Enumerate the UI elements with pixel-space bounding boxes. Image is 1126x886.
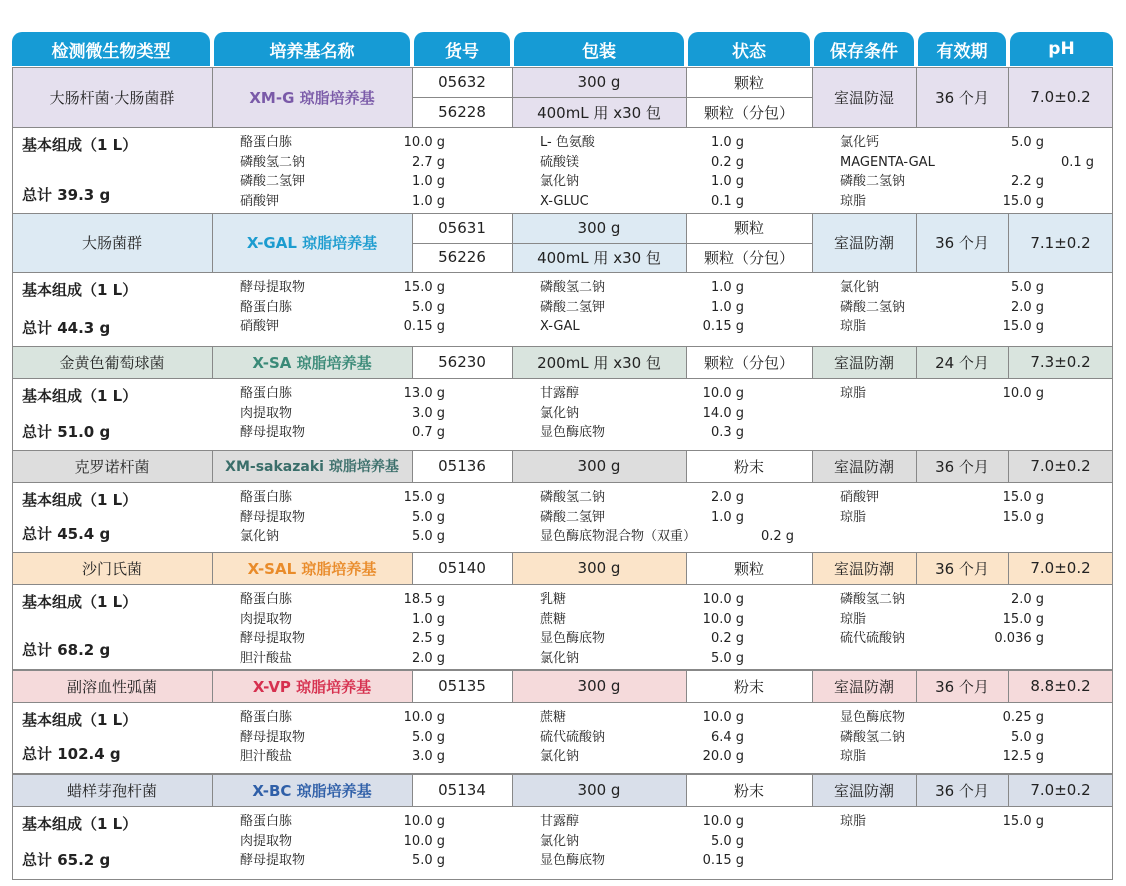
ingredient-amount: 15.0 g — [1002, 814, 1044, 829]
ingredient-amount: 10.0 g — [702, 592, 744, 607]
composition-total: 总计 65.2 g — [22, 851, 111, 869]
ingredient-amount: 1.0 g — [710, 280, 744, 295]
product-code-cell: 05632 — [412, 67, 512, 97]
organism-type-cell: 副溶血性弧菌 — [12, 670, 212, 702]
ph-cell: 8.8±0.2 — [1008, 670, 1113, 702]
ingredient-amount: 1.0 g — [710, 509, 744, 525]
ingredient-amount: 10.0 g — [702, 611, 744, 627]
ph-cell: 7.1±0.2 — [1008, 213, 1113, 272]
ingredient-amount: 0.2 g — [710, 154, 744, 170]
ingredient-amount: 15.0 g — [1002, 611, 1044, 627]
ingredient-name: 胆汁酸盐 — [240, 749, 293, 764]
ingredient-amount: 2.0 g — [710, 490, 744, 505]
column-divider — [1008, 67, 1009, 127]
ingredient-amount: 10.0 g — [702, 710, 744, 725]
storage-cell: 室温防潮 — [812, 450, 916, 482]
package-cell: 300 g — [512, 67, 686, 97]
ingredient-amount: 0.25 g — [1002, 710, 1044, 725]
ingredient-amount: 5.0 g — [411, 529, 445, 544]
state-cell: 颗粒 — [686, 552, 812, 584]
column-divider — [412, 552, 413, 584]
column-divider — [12, 450, 13, 482]
column-divider — [412, 67, 413, 127]
header-ph: pH — [1010, 32, 1113, 66]
ingredient-name: 酵母提取物 — [240, 853, 306, 868]
column-divider — [812, 552, 813, 584]
row-border — [12, 552, 1113, 553]
column-divider — [412, 450, 413, 482]
validity-cell: 36 个月 — [916, 552, 1008, 584]
header-state: 状态 — [688, 32, 810, 66]
ingredient-amount: 1.0 g — [710, 299, 744, 315]
ingredient-name: 酵母提取物 — [240, 509, 306, 525]
state-cell: 颗粒（分包） — [686, 346, 812, 378]
product-code-cell: 05140 — [412, 552, 512, 584]
ingredient-name: 显色酶底物 — [540, 425, 606, 440]
column-divider — [212, 670, 213, 702]
ingredient-name: 磷酸氢二钠 — [840, 592, 906, 607]
column-divider — [1112, 450, 1113, 482]
ingredient-amount: 18.5 g — [403, 592, 445, 607]
row-divider — [412, 97, 812, 98]
ph-cell: 7.3±0.2 — [1008, 346, 1113, 378]
medium-name-cell: XM-G 琼脂培养基 — [212, 67, 412, 127]
ingredient-amount: 5.0 g — [1010, 135, 1044, 150]
medium-name-cell: X-BC 琼脂培养基 — [212, 774, 412, 806]
ingredient-name: 磷酸氢二钠 — [540, 490, 606, 505]
ph-cell: 7.0±0.2 — [1008, 552, 1113, 584]
column-divider — [12, 346, 13, 378]
validity-cell: 24 个月 — [916, 346, 1008, 378]
ingredient-amount: 2.0 g — [1010, 592, 1044, 607]
column-divider — [812, 346, 813, 378]
ingredient-amount: 10.0 g — [702, 386, 744, 401]
ingredient-name: 显色酶底物 — [540, 631, 606, 646]
ingredient-amount: 3.0 g — [411, 405, 445, 421]
storage-cell: 室温防潮 — [812, 670, 916, 702]
organism-type-cell: 金黄色葡萄球菌 — [12, 346, 212, 378]
ingredient-amount: 15.0 g — [1002, 319, 1044, 334]
package-cell: 300 g — [512, 552, 686, 584]
column-divider — [1112, 774, 1113, 806]
column-divider — [1112, 67, 1113, 127]
ingredient-name: 琼脂 — [840, 509, 867, 525]
header-storage: 保存条件 — [814, 32, 914, 66]
column-divider — [1112, 552, 1113, 584]
ingredient-name: 琼脂 — [840, 386, 867, 401]
ingredient-name: MAGENTA-GAL — [840, 154, 935, 170]
ingredient-name: 显色酶底物 — [540, 853, 606, 868]
ingredient-amount: 20.0 g — [702, 749, 744, 764]
ingredient-amount: 15.0 g — [1002, 490, 1044, 505]
ingredient-amount: 0.2 g — [760, 529, 794, 544]
ingredient-name: 氯化钠 — [540, 405, 580, 421]
ingredient-amount: 15.0 g — [403, 490, 445, 505]
state-cell: 颗粒（分包） — [686, 243, 812, 273]
header-medium-name: 培养基名称 — [214, 32, 410, 66]
row-border — [12, 670, 1113, 671]
medium-name-cell: X-SA 琼脂培养基 — [212, 346, 412, 378]
ingredient-amount: 10.0 g — [403, 833, 445, 849]
composition-total: 总计 44.3 g — [22, 319, 111, 337]
composition-total: 总计 51.0 g — [22, 423, 111, 441]
ph-cell: 7.0±0.2 — [1008, 774, 1113, 806]
ingredient-name: 酪蛋白胨 — [240, 592, 293, 607]
composition-label: 基本组成（1 L） — [22, 281, 138, 299]
column-divider — [412, 774, 413, 806]
ingredient-name: 甘露醇 — [540, 814, 580, 829]
ingredient-amount: 2.0 g — [411, 650, 445, 666]
package-cell: 300 g — [512, 450, 686, 482]
ingredient-name: 酪蛋白胨 — [240, 386, 293, 401]
ingredient-amount: 5.0 g — [411, 299, 445, 315]
ingredient-amount: 10.0 g — [403, 710, 445, 725]
ingredient-name: 酪蛋白胨 — [240, 490, 293, 505]
ingredient-amount: 1.0 g — [411, 174, 445, 189]
state-cell: 粉末 — [686, 670, 812, 702]
ingredient-amount: 2.5 g — [411, 631, 445, 646]
column-divider — [212, 552, 213, 584]
ingredient-name: 酪蛋白胨 — [240, 814, 293, 829]
validity-cell: 36 个月 — [916, 213, 1008, 272]
storage-cell: 室温防潮 — [812, 213, 916, 272]
state-cell: 粉末 — [686, 774, 812, 806]
column-divider — [916, 670, 917, 702]
package-cell: 400mL 用 x30 包 — [512, 97, 686, 127]
ingredient-amount: 0.7 g — [411, 425, 445, 440]
ingredient-name: 琼脂 — [840, 749, 867, 764]
ingredient-name: 氯化钠 — [540, 749, 580, 764]
organism-type-cell: 大肠杆菌·大肠菌群 — [12, 67, 212, 127]
composition-label: 基本组成（1 L） — [22, 491, 138, 509]
ingredient-amount: 5.0 g — [411, 509, 445, 525]
column-divider — [812, 774, 813, 806]
ingredient-name: 胆汁酸盐 — [240, 650, 293, 666]
column-divider — [916, 450, 917, 482]
column-divider — [686, 670, 687, 702]
storage-cell: 室温防潮 — [812, 346, 916, 378]
ingredient-amount: 0.036 g — [994, 631, 1044, 646]
product-code-cell: 05134 — [412, 774, 512, 806]
ingredient-amount: 2.0 g — [1010, 299, 1044, 315]
state-cell: 粉末 — [686, 450, 812, 482]
column-divider — [512, 67, 513, 127]
row-divider — [412, 243, 812, 244]
ingredient-name: 肉提取物 — [240, 833, 293, 849]
composition-total: 总计 102.4 g — [22, 745, 121, 763]
ph-cell: 7.0±0.2 — [1008, 67, 1113, 127]
ingredient-name: 磷酸二氢钾 — [540, 509, 606, 525]
ingredient-amount: 15.0 g — [1002, 509, 1044, 525]
ingredient-name: 氯化钠 — [540, 833, 580, 849]
ingredient-amount: 15.0 g — [1002, 193, 1044, 209]
product-code-cell: 05631 — [412, 213, 512, 243]
column-divider — [1008, 670, 1009, 702]
column-divider — [212, 774, 213, 806]
column-divider — [686, 67, 687, 127]
column-divider — [1008, 774, 1009, 806]
column-divider — [812, 450, 813, 482]
ingredient-name: 氯化钠 — [540, 174, 580, 189]
ingredient-name: 酵母提取物 — [240, 729, 306, 745]
ingredient-name: 显色酶底物混合物（双重） — [540, 529, 697, 544]
ingredient-amount: 0.1 g — [1060, 154, 1094, 170]
ingredient-name: 硫酸镁 — [540, 154, 580, 170]
ingredient-name: 肉提取物 — [240, 611, 293, 627]
column-divider — [12, 774, 13, 806]
state-cell: 颗粒 — [686, 213, 812, 243]
column-divider — [1112, 346, 1113, 378]
state-cell: 颗粒（分包） — [686, 97, 812, 127]
column-divider — [12, 670, 13, 702]
composition-total: 总计 39.3 g — [22, 186, 111, 204]
column-divider — [512, 774, 513, 806]
validity-cell: 36 个月 — [916, 450, 1008, 482]
row-border — [12, 346, 1113, 347]
column-divider — [686, 552, 687, 584]
ingredient-amount: 0.15 g — [702, 853, 744, 868]
header-package: 包装 — [514, 32, 684, 66]
ingredient-amount: 5.0 g — [1010, 729, 1044, 745]
product-code-cell: 56226 — [412, 243, 512, 273]
validity-cell: 36 个月 — [916, 67, 1008, 127]
ingredient-amount: 3.0 g — [411, 749, 445, 764]
ingredient-name: 硝酸钾 — [240, 319, 280, 334]
ingredient-amount: 5.0 g — [411, 853, 445, 868]
ingredient-name: 琼脂 — [840, 193, 867, 209]
medium-name-cell: X-SAL 琼脂培养基 — [212, 552, 412, 584]
ingredient-name: 酵母提取物 — [240, 425, 306, 440]
ingredient-name: 甘露醇 — [540, 386, 580, 401]
composition-label: 基本组成（1 L） — [22, 136, 138, 154]
ingredient-amount: 13.0 g — [403, 386, 445, 401]
ingredient-amount: 1.0 g — [710, 174, 744, 189]
column-divider — [212, 346, 213, 378]
ingredient-name: 氯化钙 — [840, 135, 880, 150]
ingredient-name: 氯化钠 — [240, 529, 280, 544]
organism-type-cell: 蜡样芽孢杆菌 — [12, 774, 212, 806]
package-cell: 200mL 用 x30 包 — [512, 346, 686, 378]
column-divider — [686, 213, 687, 272]
ingredient-amount: 10.0 g — [403, 135, 445, 150]
column-divider — [916, 67, 917, 127]
organism-type-cell: 沙门氏菌 — [12, 552, 212, 584]
composition-label: 基本组成（1 L） — [22, 815, 138, 833]
ingredient-amount: 5.0 g — [411, 729, 445, 745]
composition-border — [12, 879, 1113, 880]
ingredient-name: 乳糖 — [540, 592, 567, 607]
row-border — [12, 450, 1113, 451]
ingredient-name: 肉提取物 — [240, 405, 293, 421]
ingredient-amount: 15.0 g — [403, 280, 445, 295]
column-divider — [686, 450, 687, 482]
ingredient-amount: 5.0 g — [710, 833, 744, 849]
product-code-cell: 56230 — [412, 346, 512, 378]
organism-type-cell: 大肠菌群 — [12, 213, 212, 272]
ingredient-amount: 10.0 g — [403, 814, 445, 829]
column-divider — [12, 213, 13, 272]
ingredient-name: 磷酸二氢钠 — [840, 174, 906, 189]
package-cell: 300 g — [512, 670, 686, 702]
composition-label: 基本组成（1 L） — [22, 711, 138, 729]
column-divider — [916, 774, 917, 806]
column-divider — [412, 213, 413, 272]
ingredient-amount: 1.0 g — [411, 611, 445, 627]
ingredient-name: 磷酸氢二钠 — [240, 154, 306, 170]
column-divider — [512, 346, 513, 378]
ingredient-name: 酵母提取物 — [240, 280, 306, 295]
ingredient-amount: 0.15 g — [702, 319, 744, 334]
column-divider — [412, 346, 413, 378]
column-divider — [1008, 450, 1009, 482]
row-border — [12, 213, 1113, 214]
column-divider — [1112, 213, 1113, 272]
ingredient-name: 硫代硫酸钠 — [840, 631, 906, 646]
ingredient-name: X-GAL — [540, 319, 580, 334]
validity-cell: 36 个月 — [916, 774, 1008, 806]
column-divider — [686, 774, 687, 806]
ingredient-name: 氯化钠 — [540, 650, 580, 666]
ingredient-amount: 1.0 g — [411, 193, 445, 209]
ingredient-amount: 5.0 g — [1010, 280, 1044, 295]
product-code-cell: 05135 — [412, 670, 512, 702]
ingredient-name: 磷酸二氢钾 — [240, 174, 306, 189]
ingredient-name: 酪蛋白胨 — [240, 710, 293, 725]
package-cell: 300 g — [512, 774, 686, 806]
column-divider — [1112, 670, 1113, 702]
ingredient-name: 硝酸钾 — [840, 490, 880, 505]
column-divider — [1008, 213, 1009, 272]
ingredient-amount: 5.0 g — [710, 650, 744, 666]
ingredient-name: 磷酸二氢钾 — [540, 299, 606, 315]
ingredient-name: 蔗糖 — [540, 710, 567, 725]
ingredient-amount: 0.2 g — [710, 631, 744, 646]
ingredient-name: 显色酶底物 — [840, 710, 906, 725]
column-divider — [812, 670, 813, 702]
ingredient-name: 琼脂 — [840, 814, 867, 829]
validity-cell: 36 个月 — [916, 670, 1008, 702]
ingredient-amount: 14.0 g — [702, 405, 744, 421]
ingredient-name: 硝酸钾 — [240, 193, 280, 209]
column-divider — [1008, 552, 1009, 584]
header-validity: 有效期 — [918, 32, 1006, 66]
ingredient-name: L- 色氨酸 — [540, 135, 595, 150]
column-divider — [686, 346, 687, 378]
column-divider — [12, 67, 13, 127]
ingredient-amount: 2.7 g — [411, 154, 445, 170]
column-divider — [512, 450, 513, 482]
column-divider — [212, 67, 213, 127]
ingredient-name: 琼脂 — [840, 611, 867, 627]
column-divider — [812, 67, 813, 127]
product-code-cell: 56228 — [412, 97, 512, 127]
composition-total: 总计 68.2 g — [22, 641, 111, 659]
composition-label: 基本组成（1 L） — [22, 593, 138, 611]
ingredient-name: 磷酸氢二钠 — [840, 729, 906, 745]
organism-type-cell: 克罗诺杆菌 — [12, 450, 212, 482]
storage-cell: 室温防潮 — [812, 774, 916, 806]
ingredient-amount: 2.2 g — [1010, 174, 1044, 189]
ingredient-name: 氯化钠 — [840, 280, 880, 295]
package-cell: 400mL 用 x30 包 — [512, 243, 686, 273]
row-border — [12, 67, 1113, 68]
column-divider — [412, 670, 413, 702]
column-divider — [512, 670, 513, 702]
medium-name-cell: X-VP 琼脂培养基 — [212, 670, 412, 702]
column-divider — [916, 552, 917, 584]
ingredient-amount: 12.5 g — [1002, 749, 1044, 764]
column-divider — [916, 346, 917, 378]
ph-cell: 7.0±0.2 — [1008, 450, 1113, 482]
column-divider — [812, 213, 813, 272]
storage-cell: 室温防湿 — [812, 67, 916, 127]
row-border — [12, 774, 1113, 775]
ingredient-name: 酪蛋白胨 — [240, 135, 293, 150]
state-cell: 颗粒 — [686, 67, 812, 97]
column-divider — [512, 213, 513, 272]
header-product-code: 货号 — [414, 32, 510, 66]
ingredient-name: 蔗糖 — [540, 611, 567, 627]
ingredient-name: X-GLUC — [540, 193, 589, 209]
header-organism-type: 检测微生物类型 — [12, 32, 210, 66]
ingredient-amount: 10.0 g — [1002, 386, 1044, 401]
package-cell: 300 g — [512, 213, 686, 243]
ingredient-amount: 0.3 g — [710, 425, 744, 440]
column-divider — [1008, 346, 1009, 378]
medium-name-cell: XM-sakazaki 琼脂培养基 — [212, 450, 412, 482]
column-divider — [916, 213, 917, 272]
composition-label: 基本组成（1 L） — [22, 387, 138, 405]
medium-name-cell: X-GAL 琼脂培养基 — [212, 213, 412, 272]
ingredient-amount: 10.0 g — [702, 814, 744, 829]
ingredient-name: 酵母提取物 — [240, 631, 306, 646]
product-code-cell: 05136 — [412, 450, 512, 482]
column-divider — [12, 552, 13, 584]
ingredient-amount: 1.0 g — [710, 135, 744, 150]
column-divider — [512, 552, 513, 584]
ingredient-name: 琼脂 — [840, 319, 867, 334]
ingredient-name: 磷酸氢二钠 — [540, 280, 606, 295]
column-divider — [212, 213, 213, 272]
ingredient-amount: 0.1 g — [710, 193, 744, 209]
ingredient-amount: 0.15 g — [403, 319, 445, 334]
composition-total: 总计 45.4 g — [22, 525, 111, 543]
ingredient-name: 酪蛋白胨 — [240, 299, 293, 315]
ingredient-name: 磷酸二氢钠 — [840, 299, 906, 315]
ingredient-name: 硫代硫酸钠 — [540, 729, 606, 745]
ingredient-amount: 6.4 g — [710, 729, 744, 745]
column-divider — [212, 450, 213, 482]
storage-cell: 室温防潮 — [812, 552, 916, 584]
